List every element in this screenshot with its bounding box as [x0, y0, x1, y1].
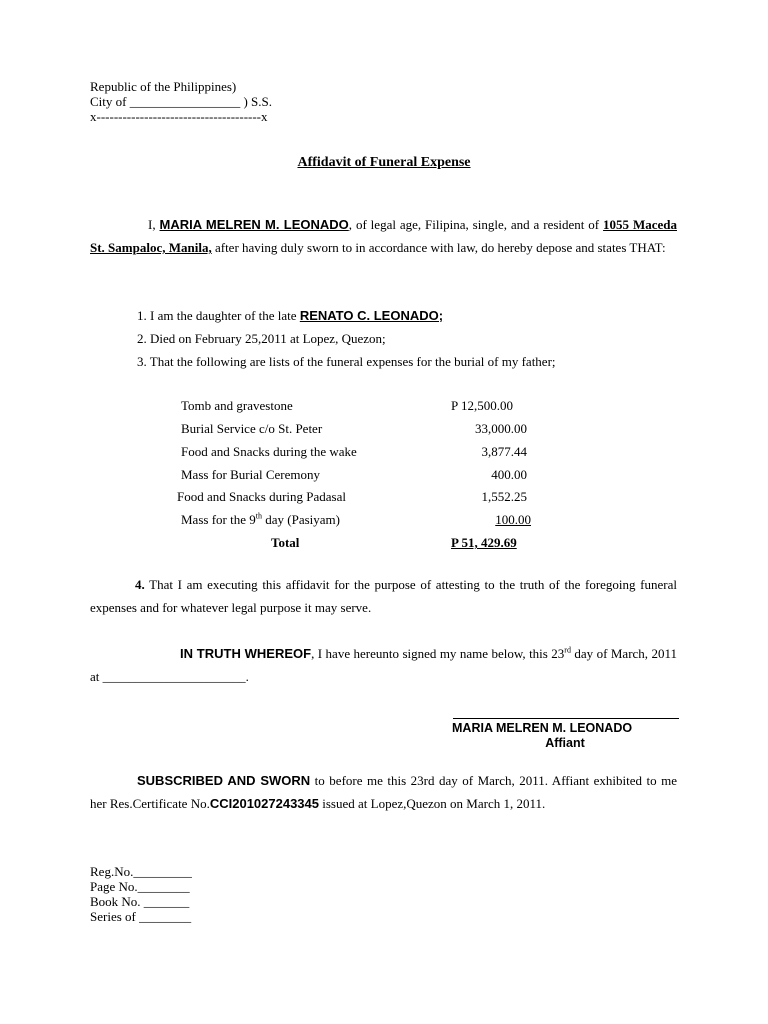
intro-paragraph: I, MARIA MELREN M. LEONADO, of legal age, Filipina, single, and a resident of 1055 Maceda St. Sampaloc, Manila, after having duly sworn to in accordance with law, do hereby depose and states THAT: [90, 217, 677, 255]
series-of: Series of ________ [90, 909, 192, 924]
expense-amount: 100.00 [495, 512, 531, 527]
in-truth-whereof: IN TRUTH WHEREOF [180, 646, 312, 661]
page-no: Page No.________ [90, 879, 190, 894]
paragraph-4: 4. That I am executing this affidavit for the purpose of attesting to the truth of the foregoing funeral expenses and for whatever legal purpose it may serve. [90, 577, 677, 615]
expense-label: Food and Snacks during the wake [181, 444, 357, 459]
deceased-name: RENATO C. LEONADO; [299, 308, 444, 323]
book-no: Book No. _______ [90, 894, 190, 909]
affiant-address: 1055 Maceda St. Sampaloc, Manila, [90, 217, 677, 255]
item-2: 2. Died on February 25,2011 at Lopez, Quezon; [137, 331, 386, 346]
expense-label: Tomb and gravestone [181, 398, 293, 413]
expense-label: Mass for the 9th day (Pasiyam) [181, 511, 340, 527]
reg-no: Reg.No._________ [90, 864, 192, 879]
expense-amount: P 12,500.00 [451, 398, 513, 413]
header-separator: x--------------------------------------x [90, 109, 268, 124]
total-amount: P 51, 429.69 [451, 535, 517, 550]
expense-label: Mass for Burial Ceremony [181, 467, 321, 482]
signature-role: Affiant [545, 736, 585, 750]
header-republic: Republic of the Philippines) [90, 79, 237, 94]
header-city: City of _________________ ) S.S. [90, 94, 273, 109]
document-title: Affidavit of Funeral Expense [297, 155, 471, 170]
affiant-name: MARIA MELREN M. LEONADO [159, 217, 349, 232]
jurat-paragraph: SUBSCRIBED AND SWORN to before me this 23rd day of March, 2011. Affiant exhibited to me her Res.Certificate No.CCI201027243345 issued at Lopez,Quezon on March 1, 2011. [90, 773, 677, 811]
item-3: 3. That the following are lists of the funeral expenses for the burial of my father; [137, 354, 556, 369]
expense-amount: 3,877.44 [481, 444, 527, 459]
expense-amount: 1,552.25 [481, 489, 527, 504]
witness-paragraph: IN TRUTH WHEREOF, I have hereunto signed my name below, this 23rd day of March, 2011 at ______________________. [90, 645, 678, 684]
expense-label: Food and Snacks during Padasal [177, 489, 346, 504]
signature-name: MARIA MELREN M. LEONADO [452, 721, 633, 735]
total-label: Total [271, 535, 300, 550]
expense-label: Burial Service c/o St. Peter [181, 421, 323, 436]
subscribed-and-sworn: SUBSCRIBED AND SWORN [137, 773, 311, 788]
expense-amount: 400.00 [491, 467, 527, 482]
signature-line [453, 718, 679, 719]
item-1: 1. I am the daughter of the late RENATO C. LEONADO; [137, 308, 444, 323]
certificate-number: CCI201027243345 [209, 796, 319, 811]
expense-amount: 33,000.00 [475, 421, 527, 436]
